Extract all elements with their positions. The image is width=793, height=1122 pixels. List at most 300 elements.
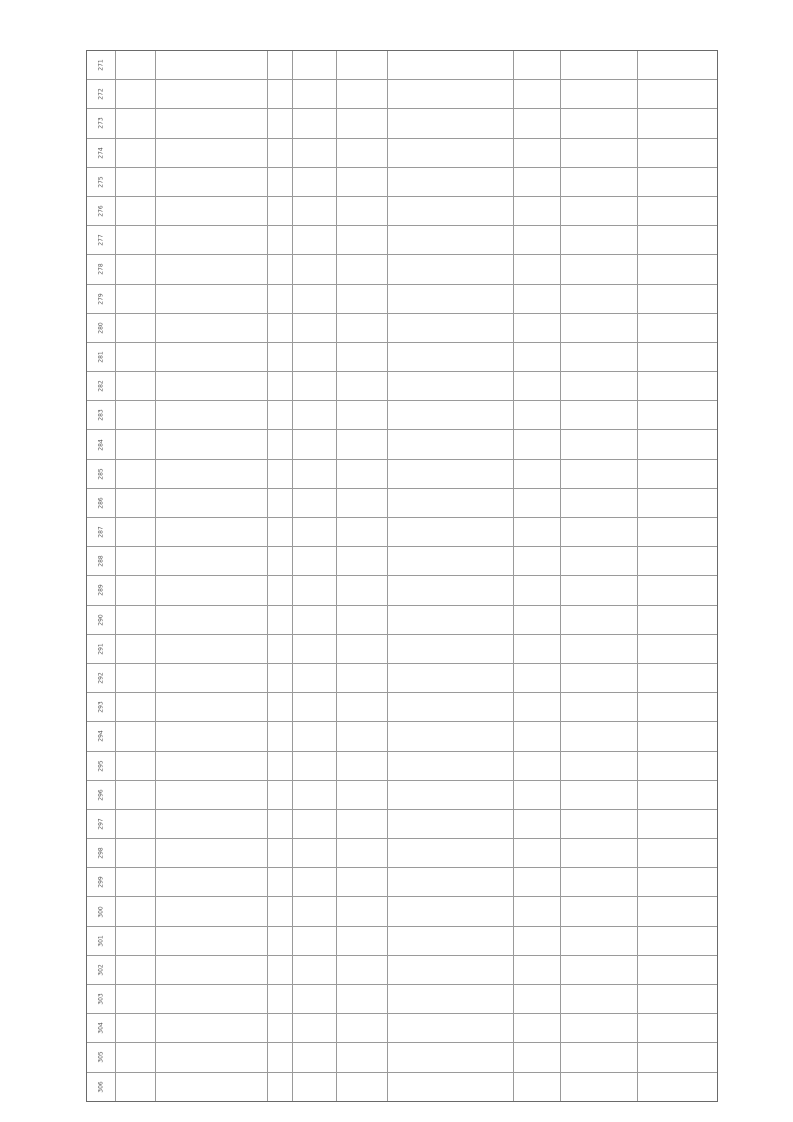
- table-cell: [638, 51, 717, 79]
- row-number-cell: [87, 139, 116, 167]
- table-cell: [561, 1014, 638, 1042]
- table-cell: [561, 401, 638, 429]
- row-number-cell: [87, 343, 116, 371]
- table-cell: [293, 722, 337, 750]
- table-row: [87, 489, 717, 518]
- table-cell: [293, 80, 337, 108]
- table-cell: [116, 839, 156, 867]
- table-cell: [638, 109, 717, 137]
- table-cell: [388, 1014, 514, 1042]
- table-cell: [293, 606, 337, 634]
- table-cell: [293, 664, 337, 692]
- table-cell: [293, 197, 337, 225]
- table-cell: [268, 810, 293, 838]
- row-number: 281: [97, 351, 105, 363]
- table-cell: [388, 139, 514, 167]
- table-cell: [514, 810, 562, 838]
- table-cell: [388, 1073, 514, 1101]
- table-cell: [388, 927, 514, 955]
- table-cell: [268, 168, 293, 196]
- table-cell: [337, 460, 388, 488]
- table-cell: [514, 635, 562, 663]
- row-number-cell: [87, 985, 116, 1013]
- table-cell: [561, 460, 638, 488]
- table-row: [87, 401, 717, 430]
- table-cell: [337, 897, 388, 925]
- row-number: 292: [97, 672, 105, 684]
- table-cell: [638, 635, 717, 663]
- table-cell: [293, 314, 337, 342]
- table-cell: [638, 168, 717, 196]
- table-row: [87, 839, 717, 868]
- table-cell: [388, 547, 514, 575]
- table-cell: [388, 606, 514, 634]
- table-row: [87, 693, 717, 722]
- row-number-cell: [87, 576, 116, 604]
- table-cell: [293, 168, 337, 196]
- table-cell: [268, 635, 293, 663]
- row-number: 290: [97, 613, 105, 626]
- row-number: 297: [97, 818, 105, 830]
- table-cell: [116, 1043, 156, 1071]
- table-row: [87, 1073, 717, 1101]
- row-number: 275: [97, 176, 105, 188]
- table-row: [87, 576, 717, 605]
- table-cell: [116, 897, 156, 925]
- table-cell: [561, 255, 638, 283]
- table-cell: [337, 139, 388, 167]
- table-cell: [156, 51, 269, 79]
- table-cell: [561, 810, 638, 838]
- table-cell: [156, 927, 269, 955]
- table-cell: [638, 197, 717, 225]
- row-number-cell: [87, 1014, 116, 1042]
- table-cell: [561, 664, 638, 692]
- table-cell: [268, 226, 293, 254]
- table-cell: [514, 1073, 562, 1101]
- table-cell: [293, 547, 337, 575]
- row-number-cell: [87, 606, 116, 634]
- table-cell: [638, 547, 717, 575]
- table-cell: [293, 343, 337, 371]
- table-cell: [561, 1073, 638, 1101]
- table-cell: [514, 314, 562, 342]
- row-number: 295: [97, 759, 105, 772]
- table-cell: [514, 839, 562, 867]
- table-cell: [638, 1043, 717, 1071]
- table-cell: [116, 109, 156, 137]
- table-cell: [116, 693, 156, 721]
- table-cell: [388, 255, 514, 283]
- row-number-cell: [87, 547, 116, 575]
- table-cell: [293, 460, 337, 488]
- table-cell: [561, 314, 638, 342]
- row-number-cell: [87, 518, 116, 546]
- table-cell: [116, 314, 156, 342]
- row-number: 296: [97, 789, 105, 801]
- table-cell: [268, 343, 293, 371]
- table-cell: [514, 752, 562, 780]
- table-cell: [337, 518, 388, 546]
- table-cell: [156, 489, 269, 517]
- table-cell: [116, 51, 156, 79]
- table-cell: [514, 518, 562, 546]
- table-cell: [116, 868, 156, 896]
- table-cell: [116, 927, 156, 955]
- table-cell: [561, 51, 638, 79]
- table-cell: [156, 372, 269, 400]
- row-number-cell: [87, 460, 116, 488]
- table-cell: [638, 722, 717, 750]
- row-number-cell: [87, 752, 116, 780]
- table-row: [87, 810, 717, 839]
- table-cell: [561, 430, 638, 458]
- table-cell: [561, 372, 638, 400]
- table-cell: [268, 781, 293, 809]
- table-cell: [337, 547, 388, 575]
- table-cell: [293, 693, 337, 721]
- table-cell: [337, 51, 388, 79]
- row-number-cell: [87, 285, 116, 313]
- table-cell: [388, 897, 514, 925]
- table-cell: [337, 168, 388, 196]
- table-cell: [293, 255, 337, 283]
- table-cell: [337, 1014, 388, 1042]
- table-cell: [293, 285, 337, 313]
- table-cell: [561, 606, 638, 634]
- table-cell: [561, 343, 638, 371]
- table-cell: [268, 314, 293, 342]
- row-number-cell: [87, 693, 116, 721]
- table-cell: [293, 576, 337, 604]
- row-number-cell: [87, 168, 116, 196]
- table-row: [87, 51, 717, 80]
- table-cell: [638, 956, 717, 984]
- table-row: [87, 868, 717, 897]
- table-cell: [268, 401, 293, 429]
- table-cell: [514, 576, 562, 604]
- table-cell: [561, 197, 638, 225]
- table-cell: [561, 139, 638, 167]
- row-number-cell: [87, 401, 116, 429]
- table-cell: [293, 927, 337, 955]
- row-number: 278: [97, 263, 105, 276]
- table-cell: [116, 722, 156, 750]
- row-number: 291: [97, 643, 105, 655]
- table-row: [87, 285, 717, 314]
- table-cell: [561, 226, 638, 254]
- table-cell: [561, 109, 638, 137]
- table-cell: [337, 985, 388, 1013]
- table-row: [87, 430, 717, 459]
- table-cell: [337, 693, 388, 721]
- row-number-cell: [87, 109, 116, 137]
- table-cell: [337, 664, 388, 692]
- table-cell: [388, 314, 514, 342]
- table-cell: [638, 868, 717, 896]
- table-cell: [268, 576, 293, 604]
- table-cell: [561, 489, 638, 517]
- table-cell: [337, 956, 388, 984]
- table-cell: [561, 868, 638, 896]
- table-cell: [268, 80, 293, 108]
- table-cell: [388, 839, 514, 867]
- table-cell: [337, 868, 388, 896]
- table-cell: [156, 722, 269, 750]
- table-cell: [638, 664, 717, 692]
- table-cell: [116, 1073, 156, 1101]
- row-number: 300: [97, 905, 105, 918]
- table-cell: [561, 635, 638, 663]
- table-row: [87, 606, 717, 635]
- table-cell: [268, 1073, 293, 1101]
- row-number-cell: [87, 51, 116, 79]
- table-cell: [293, 430, 337, 458]
- table-cell: [156, 781, 269, 809]
- table-cell: [116, 343, 156, 371]
- table-cell: [293, 839, 337, 867]
- table-cell: [337, 576, 388, 604]
- table-cell: [156, 109, 269, 137]
- table-cell: [514, 460, 562, 488]
- table-cell: [156, 314, 269, 342]
- table-cell: [514, 956, 562, 984]
- row-number: 301: [97, 934, 105, 947]
- table-cell: [116, 576, 156, 604]
- table-cell: [156, 664, 269, 692]
- row-number: 294: [97, 730, 105, 743]
- table-cell: [337, 752, 388, 780]
- table-cell: [514, 343, 562, 371]
- table-cell: [116, 606, 156, 634]
- table-cell: [514, 781, 562, 809]
- table-cell: [156, 226, 269, 254]
- table-cell: [337, 839, 388, 867]
- table-row: [87, 1014, 717, 1043]
- table-cell: [156, 401, 269, 429]
- table-cell: [156, 956, 269, 984]
- table-cell: [388, 226, 514, 254]
- table-cell: [156, 839, 269, 867]
- table-cell: [388, 197, 514, 225]
- table-cell: [116, 226, 156, 254]
- table-cell: [561, 897, 638, 925]
- table-cell: [514, 372, 562, 400]
- row-number-cell: [87, 489, 116, 517]
- table-cell: [388, 810, 514, 838]
- table-cell: [638, 489, 717, 517]
- row-number: 304: [97, 1022, 105, 1035]
- table-cell: [388, 752, 514, 780]
- table-cell: [561, 956, 638, 984]
- table-cell: [268, 722, 293, 750]
- table-cell: [293, 897, 337, 925]
- row-number: 287: [97, 526, 105, 538]
- table-cell: [514, 897, 562, 925]
- row-number-cell: [87, 956, 116, 984]
- table-cell: [337, 197, 388, 225]
- table-cell: [638, 343, 717, 371]
- table-cell: [514, 722, 562, 750]
- table-cell: [388, 401, 514, 429]
- table-cell: [388, 285, 514, 313]
- table-cell: [337, 226, 388, 254]
- table-cell: [268, 606, 293, 634]
- table-cell: [514, 255, 562, 283]
- table-cell: [156, 606, 269, 634]
- table-row: [87, 460, 717, 489]
- table-cell: [116, 664, 156, 692]
- table-cell: [514, 226, 562, 254]
- table-cell: [514, 693, 562, 721]
- table-row: [87, 139, 717, 168]
- table-row: [87, 1043, 717, 1072]
- table-cell: [337, 314, 388, 342]
- row-number: 289: [97, 584, 105, 597]
- table-cell: [116, 956, 156, 984]
- row-number: 283: [97, 409, 105, 422]
- table-cell: [561, 693, 638, 721]
- row-number-cell: [87, 635, 116, 663]
- table-cell: [561, 839, 638, 867]
- table-cell: [116, 489, 156, 517]
- table-cell: [388, 51, 514, 79]
- table-cell: [268, 139, 293, 167]
- table-row: [87, 255, 717, 284]
- table-cell: [638, 1073, 717, 1101]
- table-cell: [638, 139, 717, 167]
- table-cell: [268, 664, 293, 692]
- table-cell: [268, 430, 293, 458]
- table-cell: [156, 985, 269, 1013]
- table-cell: [268, 518, 293, 546]
- table-cell: [156, 168, 269, 196]
- table-cell: [514, 139, 562, 167]
- table-cell: [638, 372, 717, 400]
- table-cell: [293, 781, 337, 809]
- table-cell: [638, 897, 717, 925]
- table-cell: [388, 343, 514, 371]
- table-cell: [156, 255, 269, 283]
- table-cell: [156, 285, 269, 313]
- table-cell: [638, 576, 717, 604]
- table-row: [87, 168, 717, 197]
- table-cell: [561, 285, 638, 313]
- table-cell: [293, 226, 337, 254]
- table-cell: [268, 547, 293, 575]
- row-number-cell: [87, 372, 116, 400]
- table-cell: [268, 927, 293, 955]
- table-cell: [514, 197, 562, 225]
- table-cell: [337, 927, 388, 955]
- table-cell: [337, 489, 388, 517]
- table-cell: [156, 1014, 269, 1042]
- table-cell: [116, 168, 156, 196]
- row-number: 302: [97, 964, 105, 976]
- table-cell: [337, 372, 388, 400]
- table-cell: [337, 285, 388, 313]
- table-cell: [293, 1043, 337, 1071]
- table-cell: [268, 956, 293, 984]
- table-cell: [337, 1073, 388, 1101]
- table-cell: [514, 1014, 562, 1042]
- table-cell: [388, 781, 514, 809]
- table-cell: [116, 781, 156, 809]
- table-cell: [638, 314, 717, 342]
- table-cell: [268, 1014, 293, 1042]
- row-number: 273: [97, 117, 105, 130]
- table-cell: [514, 51, 562, 79]
- table-cell: [514, 868, 562, 896]
- table-cell: [156, 1073, 269, 1101]
- row-number: 284: [97, 438, 105, 451]
- table-cell: [293, 752, 337, 780]
- table-cell: [638, 518, 717, 546]
- table-cell: [156, 197, 269, 225]
- table-cell: [156, 518, 269, 546]
- table-cell: [268, 839, 293, 867]
- row-number: 305: [97, 1051, 105, 1064]
- row-number: 286: [97, 497, 105, 509]
- table-row: [87, 722, 717, 751]
- row-number: 306: [97, 1080, 105, 1093]
- table-cell: [156, 897, 269, 925]
- table-cell: [337, 255, 388, 283]
- table-cell: [293, 810, 337, 838]
- row-number: 293: [97, 701, 105, 713]
- table-cell: [116, 985, 156, 1013]
- row-number-cell: [87, 664, 116, 692]
- table-cell: [156, 547, 269, 575]
- table-row: [87, 109, 717, 138]
- table-cell: [561, 781, 638, 809]
- table-cell: [116, 197, 156, 225]
- table-cell: [293, 1073, 337, 1101]
- table-cell: [561, 518, 638, 546]
- table-cell: [156, 576, 269, 604]
- table-row: [87, 781, 717, 810]
- table-row: [87, 635, 717, 664]
- table-cell: [156, 139, 269, 167]
- table-cell: [156, 343, 269, 371]
- row-number-cell: [87, 226, 116, 254]
- table-cell: [388, 985, 514, 1013]
- table-cell: [561, 576, 638, 604]
- table-cell: [388, 109, 514, 137]
- table-cell: [514, 80, 562, 108]
- table-cell: [156, 752, 269, 780]
- table-cell: [638, 401, 717, 429]
- table-cell: [514, 430, 562, 458]
- table-cell: [337, 343, 388, 371]
- row-number-cell: [87, 430, 116, 458]
- table-cell: [388, 868, 514, 896]
- table-cell: [388, 956, 514, 984]
- row-number-cell: [87, 255, 116, 283]
- table-row: [87, 197, 717, 226]
- row-number-cell: [87, 927, 116, 955]
- table-cell: [388, 518, 514, 546]
- table-cell: [268, 255, 293, 283]
- table-cell: [638, 80, 717, 108]
- table-row: [87, 927, 717, 956]
- table-cell: [293, 401, 337, 429]
- table-cell: [514, 489, 562, 517]
- table-cell: [116, 401, 156, 429]
- table-cell: [116, 752, 156, 780]
- table-cell: [638, 781, 717, 809]
- table-cell: [293, 51, 337, 79]
